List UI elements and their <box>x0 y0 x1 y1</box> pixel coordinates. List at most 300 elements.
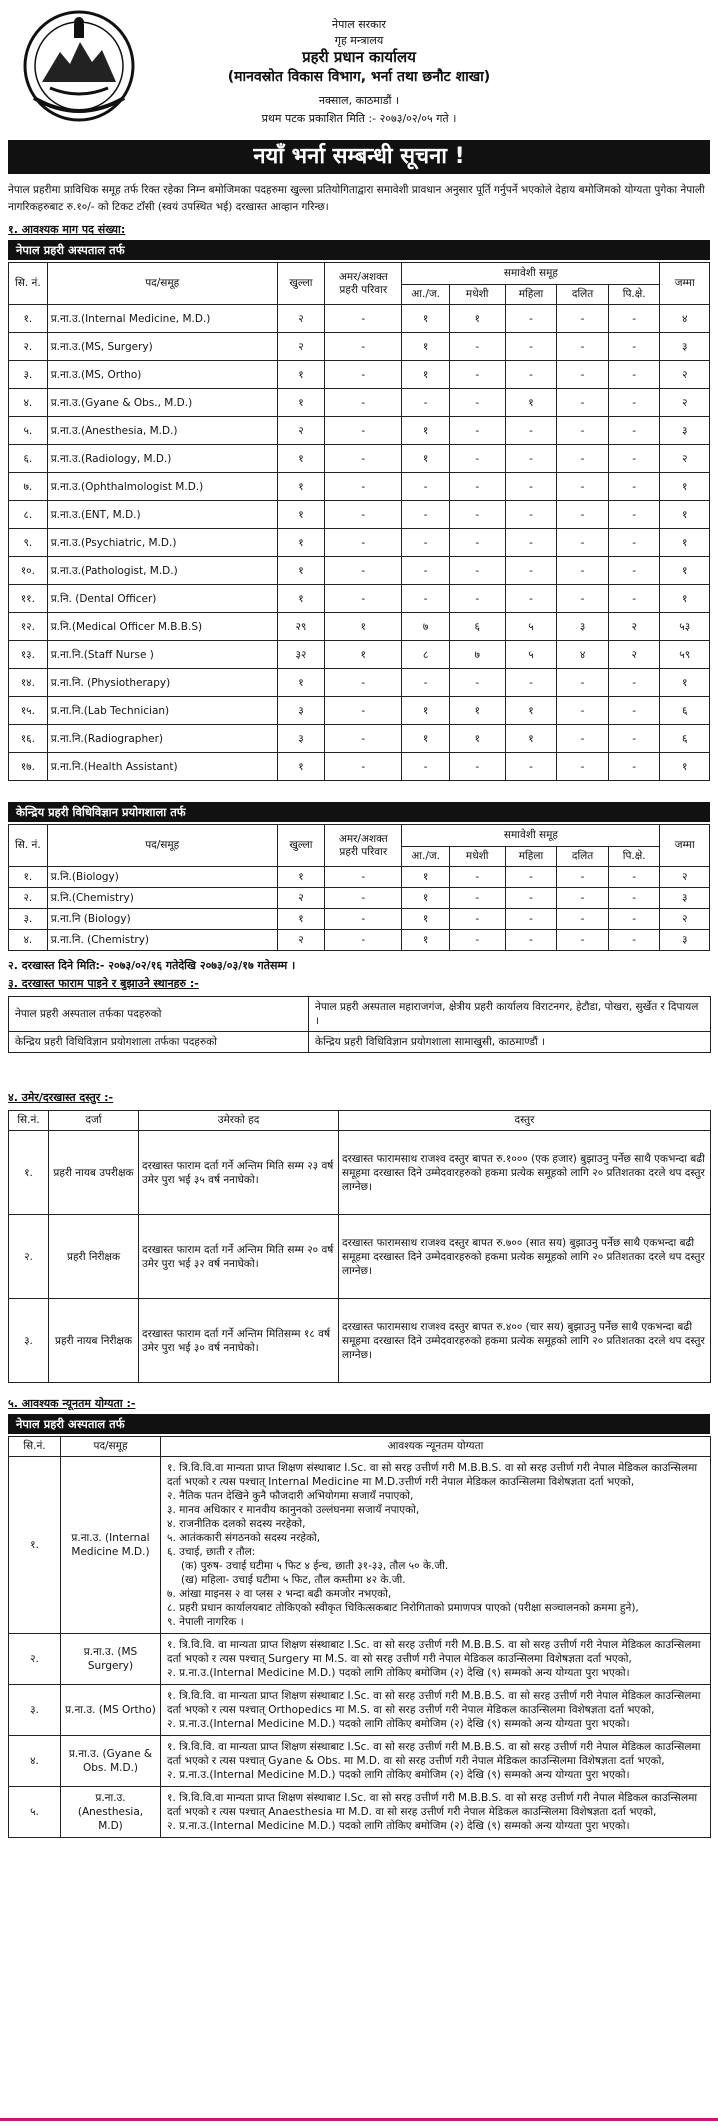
cell-dalit: - <box>557 473 609 501</box>
cell-total: २ <box>660 867 710 888</box>
qualification-line: ७. आंखा माइनस २ वा प्लस २ भन्दा बढी कमजोर नभएको, <box>167 1588 392 1600</box>
application-places-table <box>8 996 711 1053</box>
place-post-group: केन्द्रिय प्रहरी विधिविज्ञान प्रयोगशाला तर्फका पदहरुको <box>9 1032 309 1053</box>
cell-martyr: - <box>325 389 402 417</box>
cell-aj: १ <box>402 697 449 725</box>
qualification-table <box>8 1436 711 1838</box>
cell-total: ४ <box>660 305 710 333</box>
cell-post: प्र.ना.नि.(Radiographer) <box>47 725 277 753</box>
cell-madhesi: - <box>449 585 505 613</box>
header-line-office: प्रहरी प्रधान कार्यालय <box>302 48 416 66</box>
cell-sn: ४. <box>9 389 48 417</box>
cell-madhesi: - <box>449 909 505 930</box>
cell-total: २ <box>660 361 710 389</box>
col-post: पद/समूह <box>47 825 277 867</box>
col-inclusive-group: समावेशी समूह <box>402 263 660 285</box>
cell-total: २ <box>660 389 710 417</box>
cell-open: १ <box>277 867 324 888</box>
cell-sn: ४. <box>9 930 48 951</box>
cell-aj: १ <box>402 725 449 753</box>
cell-sn: १३. <box>9 641 48 669</box>
cell-sn: २. <box>9 1215 49 1299</box>
cell-pichhe: - <box>608 697 660 725</box>
col-sn: सि.नं. <box>9 1437 61 1457</box>
col-martyr-family: अमर/अशक्त प्रहरी परिवार <box>325 263 402 305</box>
section-5-heading: ५. आवश्यक न्यूनतम योग्यता :- <box>8 1397 136 1410</box>
table-row <box>9 888 710 909</box>
cell-dalit: - <box>557 585 609 613</box>
cell-open: २९ <box>277 613 324 641</box>
cell-mahila: १ <box>505 389 557 417</box>
cell-mahila: १ <box>505 697 557 725</box>
cell-aj: - <box>402 501 449 529</box>
bottom-rule <box>0 2118 718 2121</box>
table-row <box>9 1787 711 1838</box>
cell-post: प्र.ना.उ. (Internal Medicine M.D.) <box>61 1457 161 1634</box>
cell-dalit: - <box>557 725 609 753</box>
cell-post: प्र.नि.(Chemistry) <box>47 888 277 909</box>
cell-pichhe: - <box>608 753 660 781</box>
cell-dalit: - <box>557 888 609 909</box>
qualification-line: ३. मानव अधिकार र मानवीय कानुनको उल्लंघनमा सजायँ नपाएको, <box>167 1504 420 1516</box>
table-row <box>9 997 711 1032</box>
cell-rank: प्रहरी नायब उपरीक्षक <box>49 1131 139 1215</box>
cell-total: ३ <box>660 888 710 909</box>
table-row <box>9 1634 711 1685</box>
table-row <box>9 753 710 781</box>
cell-sn: १. <box>9 305 48 333</box>
cell-madhesi: - <box>449 417 505 445</box>
col-total: जम्मा <box>660 825 710 867</box>
cell-post: प्र.ना.नि (Biology) <box>47 909 277 930</box>
header-line-ministry: गृह मन्त्रालय <box>334 34 384 47</box>
cell-post: प्र.ना.उ. (Gyane & Obs. M.D.) <box>61 1736 161 1787</box>
col-madhesi: मधेशी <box>449 285 505 305</box>
cell-sn: १७. <box>9 753 48 781</box>
age-fee-table <box>8 1110 711 1383</box>
cell-open: १ <box>277 445 324 473</box>
col-total: जम्मा <box>660 263 710 305</box>
col-aj: आ./ज. <box>402 285 449 305</box>
cell-martyr: - <box>325 697 402 725</box>
place-locations: नेपाल प्रहरी अस्पताल महाराजगंज, क्षेत्रीय प्रहरी कार्यालय विराटनगर, हेटौडा, पोखरा, सुर्खेत र दिपायल । <box>309 997 711 1032</box>
cell-open: ३ <box>277 697 324 725</box>
cell-qualification <box>161 1634 711 1685</box>
lab-bar: केन्द्रिय प्रहरी विधिविज्ञान प्रयोगशाला तर्फ <box>8 802 710 822</box>
cell-dalit: - <box>557 669 609 697</box>
cell-martyr: - <box>325 725 402 753</box>
cell-martyr: - <box>325 585 402 613</box>
qualification-line: २. नैतिक पतन देखिने कुनै फौजदारी अभियोगमा सजायँ नपाएको, <box>167 1490 414 1502</box>
col-fee: दस्तुर <box>339 1111 711 1131</box>
cell-mahila: - <box>505 557 557 585</box>
cell-pichhe: - <box>608 417 660 445</box>
cell-post: प्र.ना.उ.(Internal Medicine, M.D.) <box>47 305 277 333</box>
cell-post: प्र.ना.नि. (Chemistry) <box>47 930 277 951</box>
cell-post: प्र.ना.उ.(Anesthesia, M.D.) <box>47 417 277 445</box>
cell-mahila: ५ <box>505 641 557 669</box>
col-age-limit: उमेरको हद <box>139 1111 339 1131</box>
cell-madhesi: - <box>449 930 505 951</box>
lab-posts-table <box>8 824 710 951</box>
cell-dalit: - <box>557 305 609 333</box>
cell-mahila: - <box>505 909 557 930</box>
cell-sn: ५. <box>9 1787 61 1838</box>
col-mahila: महिला <box>505 285 557 305</box>
cell-aj: १ <box>402 361 449 389</box>
cell-mahila: - <box>505 585 557 613</box>
cell-mahila: - <box>505 669 557 697</box>
cell-sn: १०. <box>9 557 48 585</box>
cell-post: प्र.ना.उ. (MS Ortho) <box>61 1685 161 1736</box>
cell-dalit: - <box>557 930 609 951</box>
cell-madhesi: - <box>449 333 505 361</box>
cell-mahila: - <box>505 333 557 361</box>
cell-sn: १४. <box>9 669 48 697</box>
qualification-line: ४. राजनीतिक दलको सदस्य नरहेको, <box>167 1518 306 1530</box>
cell-open: २ <box>277 333 324 361</box>
cell-total: १ <box>660 669 710 697</box>
cell-mahila: - <box>505 445 557 473</box>
cell-total: ३ <box>660 333 710 361</box>
cell-pichhe: - <box>608 909 660 930</box>
cell-pichhe: - <box>608 473 660 501</box>
cell-sn: २. <box>9 888 48 909</box>
section-4-heading: ४. उमेर/दरखास्त दस्तुर :- <box>8 1091 114 1104</box>
cell-sn: ८. <box>9 501 48 529</box>
cell-rank: प्रहरी निरीक्षक <box>49 1215 139 1299</box>
cell-post: प्र.ना.उ.(MS, Ortho) <box>47 361 277 389</box>
table-row <box>9 1131 711 1215</box>
cell-mahila: - <box>505 753 557 781</box>
cell-dalit: ४ <box>557 641 609 669</box>
cell-sn: १५. <box>9 697 48 725</box>
cell-martyr: - <box>325 930 402 951</box>
col-mahila: महिला <box>505 847 557 867</box>
cell-post: प्र.ना.उ.(Psychiatric, M.D.) <box>47 529 277 557</box>
cell-madhesi: - <box>449 867 505 888</box>
cell-aj: १ <box>402 333 449 361</box>
cell-sn: २. <box>9 1634 61 1685</box>
cell-open: २ <box>277 417 324 445</box>
qualification-line: १. त्रि.वि.वि. वा मान्यता प्राप्त शिक्षण संस्थाबाट I.Sc. वा सो सरह उत्तीर्ण गरी M.B.B.S. वा सो सरह उत्तीर्ण गरी नेपाल मेडिकल काउन्सिलमा दर्ता भएको र त्यस पश्चात् Surgery मा M.S. वा सो सरह उत्तीर्ण गरी नेपाल मेडिकल काउन्सिलमा विशेषज्ञता दर्ता भएको, <box>167 1639 701 1665</box>
cell-post: प्र.ना.उ. (MS Surgery) <box>61 1634 161 1685</box>
cell-madhesi: - <box>449 501 505 529</box>
cell-madhesi: - <box>449 361 505 389</box>
col-madhesi: मधेशी <box>449 847 505 867</box>
cell-dalit: - <box>557 333 609 361</box>
cell-post: प्र.नि.(Medical Officer M.B.B.S) <box>47 613 277 641</box>
cell-open: १ <box>277 557 324 585</box>
col-open: खुल्ला <box>277 263 324 305</box>
cell-aj: १ <box>402 930 449 951</box>
qualification-line: ९. नेपाली नागरिक । <box>167 1616 244 1628</box>
table-row <box>9 529 710 557</box>
cell-open: १ <box>277 669 324 697</box>
cell-martyr: - <box>325 867 402 888</box>
cell-post: प्र.ना.उ.(MS, Surgery) <box>47 333 277 361</box>
table-row <box>9 725 710 753</box>
cell-pichhe: २ <box>608 613 660 641</box>
cell-total: ३ <box>660 930 710 951</box>
qualification-bar: नेपाल प्रहरी अस्पताल तर्फ <box>8 1414 710 1434</box>
cell-aj: - <box>402 557 449 585</box>
table-row <box>9 1736 711 1787</box>
cell-pichhe: - <box>608 501 660 529</box>
cell-martyr: - <box>325 888 402 909</box>
cell-open: २ <box>277 888 324 909</box>
cell-pichhe: - <box>608 361 660 389</box>
cell-sn: १२. <box>9 613 48 641</box>
header-line-government: नेपाल सरकार <box>332 18 386 31</box>
cell-dalit: - <box>557 417 609 445</box>
cell-sn: ६. <box>9 445 48 473</box>
table-row <box>9 585 710 613</box>
cell-madhesi: - <box>449 669 505 697</box>
cell-sn: ४. <box>9 1736 61 1787</box>
table-row <box>9 557 710 585</box>
cell-martyr: - <box>325 669 402 697</box>
cell-madhesi: - <box>449 445 505 473</box>
table-row <box>9 501 710 529</box>
place-locations: केन्द्रिय प्रहरी विधिविज्ञान प्रयोगशाला सामाखुसी, काठमाण्डौं । <box>309 1032 711 1053</box>
cell-total: १ <box>660 585 710 613</box>
cell-post: प्र.ना.उ.(Pathologist, M.D.) <box>47 557 277 585</box>
cell-qualification <box>161 1787 711 1838</box>
cell-sn: ३. <box>9 1299 49 1383</box>
cell-open: १ <box>277 909 324 930</box>
cell-martyr: - <box>325 417 402 445</box>
table-row <box>9 305 710 333</box>
cell-pichhe: - <box>608 529 660 557</box>
table-row <box>9 1032 711 1053</box>
qualification-line: (क) पुरुष- उचाई घटीमा ५ फिट ४ ईन्च, छाती ३१-३३, तौल ५० के.जी. <box>181 1560 449 1572</box>
cell-age-limit: दरखास्त फाराम दर्ता गर्ने अन्तिम मिति सम्म २० वर्ष उमेर पुरा भई ३२ वर्ष ननाघेको। <box>139 1215 339 1299</box>
cell-martyr: १ <box>325 613 402 641</box>
cell-sn: ५. <box>9 417 48 445</box>
cell-fee: दरखास्त फारामसाथ राजश्व दस्तुर बापत रु.४०० (चार सय) बुझाउनु पर्नेछ साथै एकभन्दा बढी समूहमा दरखास्त दिने उम्मेदवारहरुको हकमा प्रत्येक समूहको लागि २० प्रतिशतका दरले थप दस्तुर लाग्नेछ। <box>339 1299 711 1383</box>
cell-post: प्र.ना.उ. (Anesthesia, M.D) <box>61 1787 161 1838</box>
col-rank: दर्जा <box>49 1111 139 1131</box>
table-row <box>9 389 710 417</box>
cell-age-limit: दरखास्त फाराम दर्ता गर्ने अन्तिम मितिसम्म १८ वर्ष उमेर पुरा भई ३० वर्ष ननाघेको। <box>139 1299 339 1383</box>
qualification-line: २. प्र.ना.उ.(Internal Medicine M.D.) पदको लागि तोकिए बमोजिम (२) देखि (९) सम्मको अन्य योग्यता पुरा भएको। <box>167 1667 630 1679</box>
col-dalit: दलित <box>557 847 609 867</box>
cell-madhesi: - <box>449 888 505 909</box>
cell-qualification <box>161 1457 711 1634</box>
cell-dalit: - <box>557 389 609 417</box>
cell-martyr: - <box>325 557 402 585</box>
cell-madhesi: - <box>449 753 505 781</box>
cell-martyr: १ <box>325 641 402 669</box>
cell-martyr: - <box>325 473 402 501</box>
cell-pichhe: - <box>608 930 660 951</box>
qualification-line: (ख) महिला- उचाई घटीमा ५ फिट, तौल कम्तीमा ४२ के.जी. <box>181 1574 406 1586</box>
col-sn: सि. नं. <box>9 825 48 867</box>
section-2-application-dates: २. दरखास्त दिने मिति:- २०७३/०२/१६ गतेदेखि २०७३/०३/१७ गतेसम्म । <box>8 959 296 972</box>
table-row <box>9 669 710 697</box>
cell-pichhe: - <box>608 333 660 361</box>
cell-dalit: - <box>557 867 609 888</box>
cell-pichhe: - <box>608 867 660 888</box>
cell-post: प्र.ना.उ.(ENT, M.D.) <box>47 501 277 529</box>
cell-qualification <box>161 1736 711 1787</box>
cell-open: १ <box>277 501 324 529</box>
col-qualification: आवश्यक न्यूनतम योग्यता <box>161 1437 711 1457</box>
cell-pichhe: - <box>608 389 660 417</box>
table-row <box>9 361 710 389</box>
qualification-line: १. त्रि.वि.वि. वा मान्यता प्राप्त शिक्षण संस्थाबाट I.Sc. वा सो सरह उत्तीर्ण गरी M.B.B.S. वा सो सरह उत्तीर्ण गरी नेपाल मेडिकल काउन्सिलमा दर्ता भएको र त्यस पश्चात् Gyane & Obs. मा M.D. वा सो सरह उत्तीर्ण गरी नेपाल मेडिकल काउन्सिलमा विशेषज्ञता दर्ता भएको, <box>167 1741 701 1767</box>
table-row <box>9 930 710 951</box>
cell-total: १ <box>660 557 710 585</box>
col-sn: सि. नं. <box>9 263 48 305</box>
cell-post: प्र.नि. (Dental Officer) <box>47 585 277 613</box>
qualification-line: २. प्र.ना.उ.(Internal Medicine M.D.) पदको लागि तोकिए बमोजिम (२) देखि (९) सम्मको अन्य योग्यता पुरा भएको। <box>167 1769 630 1781</box>
cell-mahila: ५ <box>505 613 557 641</box>
cell-mahila: - <box>505 930 557 951</box>
table-row <box>9 1299 711 1383</box>
table-row <box>9 613 710 641</box>
cell-pichhe: - <box>608 669 660 697</box>
cell-martyr: - <box>325 501 402 529</box>
cell-dalit: - <box>557 909 609 930</box>
cell-mahila: - <box>505 529 557 557</box>
cell-open: १ <box>277 753 324 781</box>
cell-total: ६ <box>660 725 710 753</box>
header-line-address: नक्साल, काठमाडौं । <box>318 94 400 107</box>
cell-total: २ <box>660 445 710 473</box>
cell-pichhe: २ <box>608 641 660 669</box>
cell-pichhe: - <box>608 305 660 333</box>
cell-aj: १ <box>402 909 449 930</box>
cell-open: १ <box>277 389 324 417</box>
table-row <box>9 333 710 361</box>
cell-madhesi: - <box>449 473 505 501</box>
cell-total: १ <box>660 473 710 501</box>
cell-sn: ३. <box>9 909 48 930</box>
header-line-department: (मानवस्रोत विकास विभाग, भर्ना तथा छनौट शाखा) <box>227 69 491 85</box>
cell-post: प्र.ना.उ.(Gyane & Obs., M.D.) <box>47 389 277 417</box>
cell-fee: दरखास्त फारामसाथ राजश्व दस्तुर बापत रु.१००० (एक हजार) बुझाउनु पर्नेछ साथै एकभन्दा बढी समूहमा दरखास्त दिने उम्मेदवारहरुको हकमा प्रत्येक समूहको लागि २० प्रतिशतका दरले थप दस्तुर लाग्नेछ। <box>339 1131 711 1215</box>
cell-post: प्र.ना.नि.(Lab Technician) <box>47 697 277 725</box>
cell-sn: २. <box>9 333 48 361</box>
letterhead <box>0 0 718 132</box>
cell-madhesi: - <box>449 529 505 557</box>
cell-total: १ <box>660 529 710 557</box>
col-martyr-family: अमर/अशक्त प्रहरी परिवार <box>325 825 402 867</box>
cell-aj: ७ <box>402 613 449 641</box>
cell-martyr: - <box>325 333 402 361</box>
cell-sn: ९. <box>9 529 48 557</box>
cell-open: १ <box>277 585 324 613</box>
qualification-line: ८. प्रहरी प्रधान कार्यालयबाट तोकिएको स्वीकृत चिकित्सकबाट निरोगिताको प्रमाणपत्र पाएको (परीक्षा सञ्चालनको क्रममा हुने), <box>167 1602 639 1614</box>
cell-open: १ <box>277 529 324 557</box>
col-sn: सि.नं. <box>9 1111 49 1131</box>
cell-open: १ <box>277 473 324 501</box>
cell-post: प्र.ना.उ.(Radiology, M.D.) <box>47 445 277 473</box>
cell-madhesi: १ <box>449 697 505 725</box>
cell-open: २ <box>277 305 324 333</box>
cell-aj: - <box>402 753 449 781</box>
cell-post: प्र.ना.नि. (Physiotherapy) <box>47 669 277 697</box>
cell-madhesi: ६ <box>449 613 505 641</box>
cell-pichhe: - <box>608 888 660 909</box>
cell-sn: ११. <box>9 585 48 613</box>
qualification-line: २. प्र.ना.उ.(Internal Medicine M.D.) पदको लागि तोकिए बमोजिम (२) देखि (९) सम्मको अन्य योग्यता पुरा भएको। <box>167 1820 630 1832</box>
cell-sn: ३. <box>9 361 48 389</box>
cell-mahila: - <box>505 867 557 888</box>
cell-sn: १. <box>9 867 48 888</box>
cell-post: प्र.नि.(Biology) <box>47 867 277 888</box>
qualification-line: १. त्रि.वि.वि.वा मान्यता प्राप्त शिक्षण संस्थाबाट I.Sc. वा सो सरह उत्तीर्ण गरी M.B.B.S. वा सो सरह उत्तीर्ण गरी नेपाल मेडिकल काउन्सिलमा दर्ता भएको र त्यस पश्चात् Internal Medicine मा M.D.उत्तीर्ण गरी नेपाल मेडिकल काउन्सिलमा विशेषज्ञता दर्ता भएको, <box>167 1462 698 1488</box>
qualification-line: १. त्रि.वि.वि.वा मान्यता प्राप्त शिक्षण संस्थाबाट I.Sc. वा सो सरह उत्तीर्ण गरी M.B.B.S. वा सो सरह उत्तीर्ण गरी नेपाल मेडिकल काउन्सिलमा दर्ता भएको र त्यस पश्चात् Anaesthesia मा M.D. वा सो सरह उत्तीर्ण गरी नेपाल मेडिकल काउन्सिलमा विशेषज्ञता दर्ता भएको, <box>167 1792 698 1818</box>
table-row <box>9 909 710 930</box>
cell-madhesi: ७ <box>449 641 505 669</box>
cell-martyr: - <box>325 909 402 930</box>
cell-mahila: - <box>505 501 557 529</box>
table-row <box>9 697 710 725</box>
cell-aj: - <box>402 473 449 501</box>
table-row <box>9 1685 711 1736</box>
cell-aj: १ <box>402 305 449 333</box>
cell-total: १ <box>660 501 710 529</box>
cell-aj: - <box>402 389 449 417</box>
cell-rank: प्रहरी नायब निरीक्षक <box>49 1299 139 1383</box>
cell-aj: १ <box>402 417 449 445</box>
cell-pichhe: - <box>608 445 660 473</box>
cell-open: ३२ <box>277 641 324 669</box>
cell-age-limit: दरखास्त फाराम दर्ता गर्ने अन्तिम मिति सम्म २३ वर्ष उमेर पुरा भई ३५ वर्ष ननाघेको। <box>139 1131 339 1215</box>
cell-total: ५३ <box>660 613 710 641</box>
cell-qualification <box>161 1685 711 1736</box>
cell-post: प्र.ना.उ.(Ophthalmologist M.D.) <box>47 473 277 501</box>
cell-pichhe: - <box>608 585 660 613</box>
cell-sn: १. <box>9 1457 61 1634</box>
cell-mahila: १ <box>505 725 557 753</box>
cell-martyr: - <box>325 753 402 781</box>
cell-aj: - <box>402 529 449 557</box>
col-post: पद/समूह <box>61 1437 161 1457</box>
cell-sn: ७. <box>9 473 48 501</box>
qualification-line: २. प्र.ना.उ.(Internal Medicine M.D.) पदको लागि तोकिए बमोजिम (२) देखि (९) सम्मको अन्य योग्यता पुरा भएको। <box>167 1718 630 1730</box>
cell-martyr: - <box>325 445 402 473</box>
cell-post: प्र.ना.नि.(Staff Nurse ) <box>47 641 277 669</box>
place-post-group: नेपाल प्रहरी अस्पताल तर्फका पदहरुको <box>9 997 309 1032</box>
col-post: पद/समूह <box>47 263 277 305</box>
cell-aj: ८ <box>402 641 449 669</box>
cell-mahila: - <box>505 361 557 389</box>
cell-martyr: - <box>325 361 402 389</box>
cell-aj: - <box>402 585 449 613</box>
cell-dalit: - <box>557 501 609 529</box>
cell-total: २ <box>660 909 710 930</box>
section-1-heading: १. आवश्यक माग पद संख्या: <box>8 223 126 236</box>
cell-aj: - <box>402 669 449 697</box>
cell-mahila: - <box>505 417 557 445</box>
col-pichhe: पि.क्षे. <box>608 285 660 305</box>
cell-mahila: - <box>505 473 557 501</box>
intro-paragraph: नेपाल प्रहरीमा प्राविधिक समूह तर्फ रिक्त रहेका निम्न बमोजिमका पदहरुमा खुल्ला प्रतियोगिताद्वारा समावेशी प्रावधान अनुसार पूर्ति गर्नुपर्ने भएकोले देहाय बमोजिमको योग्यता पुगेका नेपाली नागरिकहरुबाट रु.१०/- को टिकट टाँसी (स्वयं उपस्थित भई) दरखास्त आव्हान गरिन्छ। <box>8 184 705 213</box>
table-row <box>9 641 710 669</box>
cell-open: २ <box>277 930 324 951</box>
col-aj: आ./ज. <box>402 847 449 867</box>
cell-aj: १ <box>402 445 449 473</box>
cell-dalit: - <box>557 361 609 389</box>
cell-post: प्र.ना.नि.(Health Assistant) <box>47 753 277 781</box>
cell-total: ३ <box>660 417 710 445</box>
qualification-line: ५. आतंककारी संगठनको सदस्य नरहेको, <box>167 1532 321 1544</box>
qualification-line: ६. उचाई, छाती र तौल: <box>167 1546 256 1558</box>
